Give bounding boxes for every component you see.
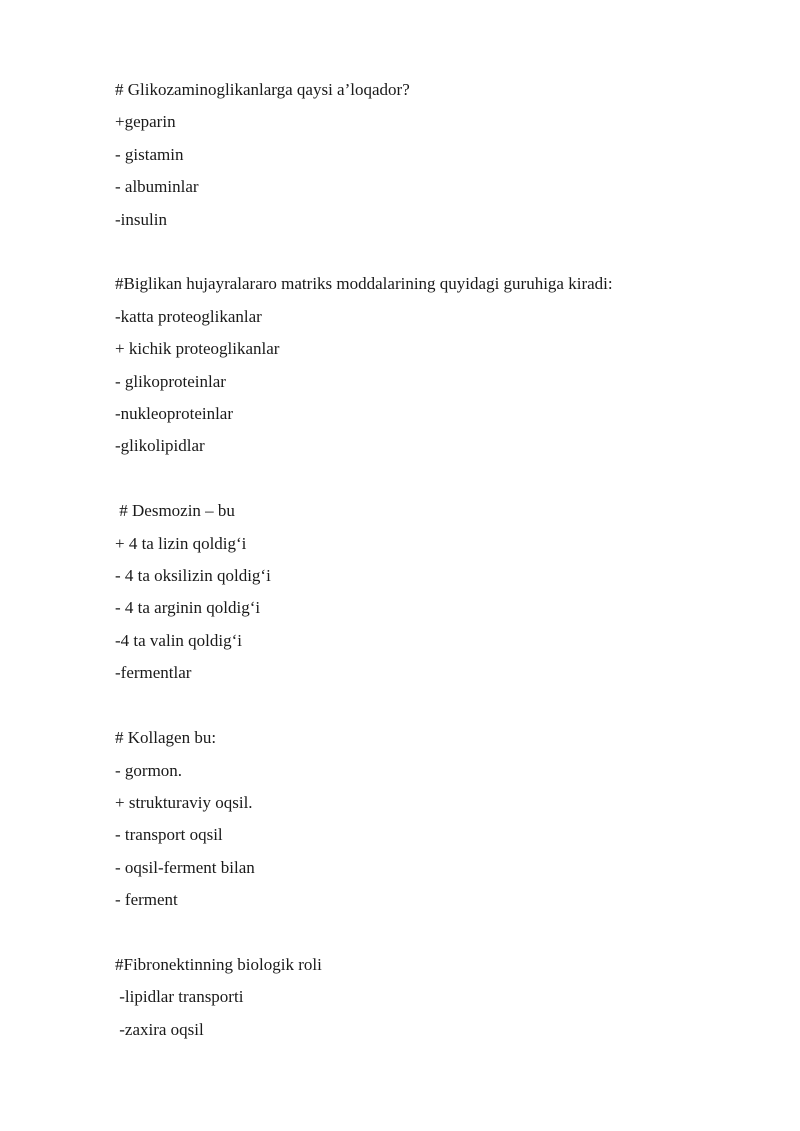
question-1 bbox=[115, 74, 755, 236]
answer-option: - gistamin bbox=[115, 144, 184, 164]
answer-option: - 4 ta arginin qoldig‘i bbox=[115, 598, 261, 618]
question-5 bbox=[115, 949, 755, 1046]
answer-option: -glikolipidlar bbox=[115, 436, 205, 456]
answer-option: - gormon. bbox=[115, 760, 183, 780]
answer-option: -zaxira oqsil bbox=[115, 1019, 204, 1039]
answer-option: -lipidlar transporti bbox=[115, 987, 244, 1007]
question-2 bbox=[115, 268, 755, 462]
answer-option: -fermentlar bbox=[115, 663, 192, 683]
answer-option: +geparin bbox=[115, 112, 176, 132]
answer-option: - oqsil-ferment bilan bbox=[115, 857, 255, 877]
document-body bbox=[115, 74, 755, 1079]
answer-option: -insulin bbox=[115, 209, 167, 229]
answer-option: + strukturaviy oqsil. bbox=[115, 792, 253, 812]
answer-option: -4 ta valin qoldig‘i bbox=[115, 630, 243, 650]
answer-option: - transport oqsil bbox=[115, 825, 223, 845]
answer-option: -katta proteoglikanlar bbox=[115, 306, 262, 326]
answer-option: - 4 ta oksilizin qoldig‘i bbox=[115, 566, 271, 586]
question-stem: # Desmozin – bu bbox=[115, 501, 235, 521]
answer-option: - ferment bbox=[115, 890, 178, 910]
question-stem: #Fibronektinning biologik roli bbox=[115, 954, 322, 974]
question-stem: # Kollagen bu: bbox=[115, 728, 217, 748]
answer-option: + 4 ta lizin qoldig‘i bbox=[115, 533, 247, 553]
answer-option: -nukleoproteinlar bbox=[115, 404, 234, 424]
question-3 bbox=[115, 495, 755, 689]
question-stem: # Glikozaminoglikanlarga qaysi a’loqador? bbox=[115, 80, 410, 99]
question-4 bbox=[115, 722, 755, 916]
answer-option: - glikoproteinlar bbox=[115, 371, 226, 391]
question-stem: #Biglikan hujayralararo matriks moddalarining quyidagi guruhiga kiradi: bbox=[115, 274, 613, 294]
answer-option: + kichik proteoglikanlar bbox=[115, 339, 280, 359]
answer-option: - albuminlar bbox=[115, 177, 199, 197]
